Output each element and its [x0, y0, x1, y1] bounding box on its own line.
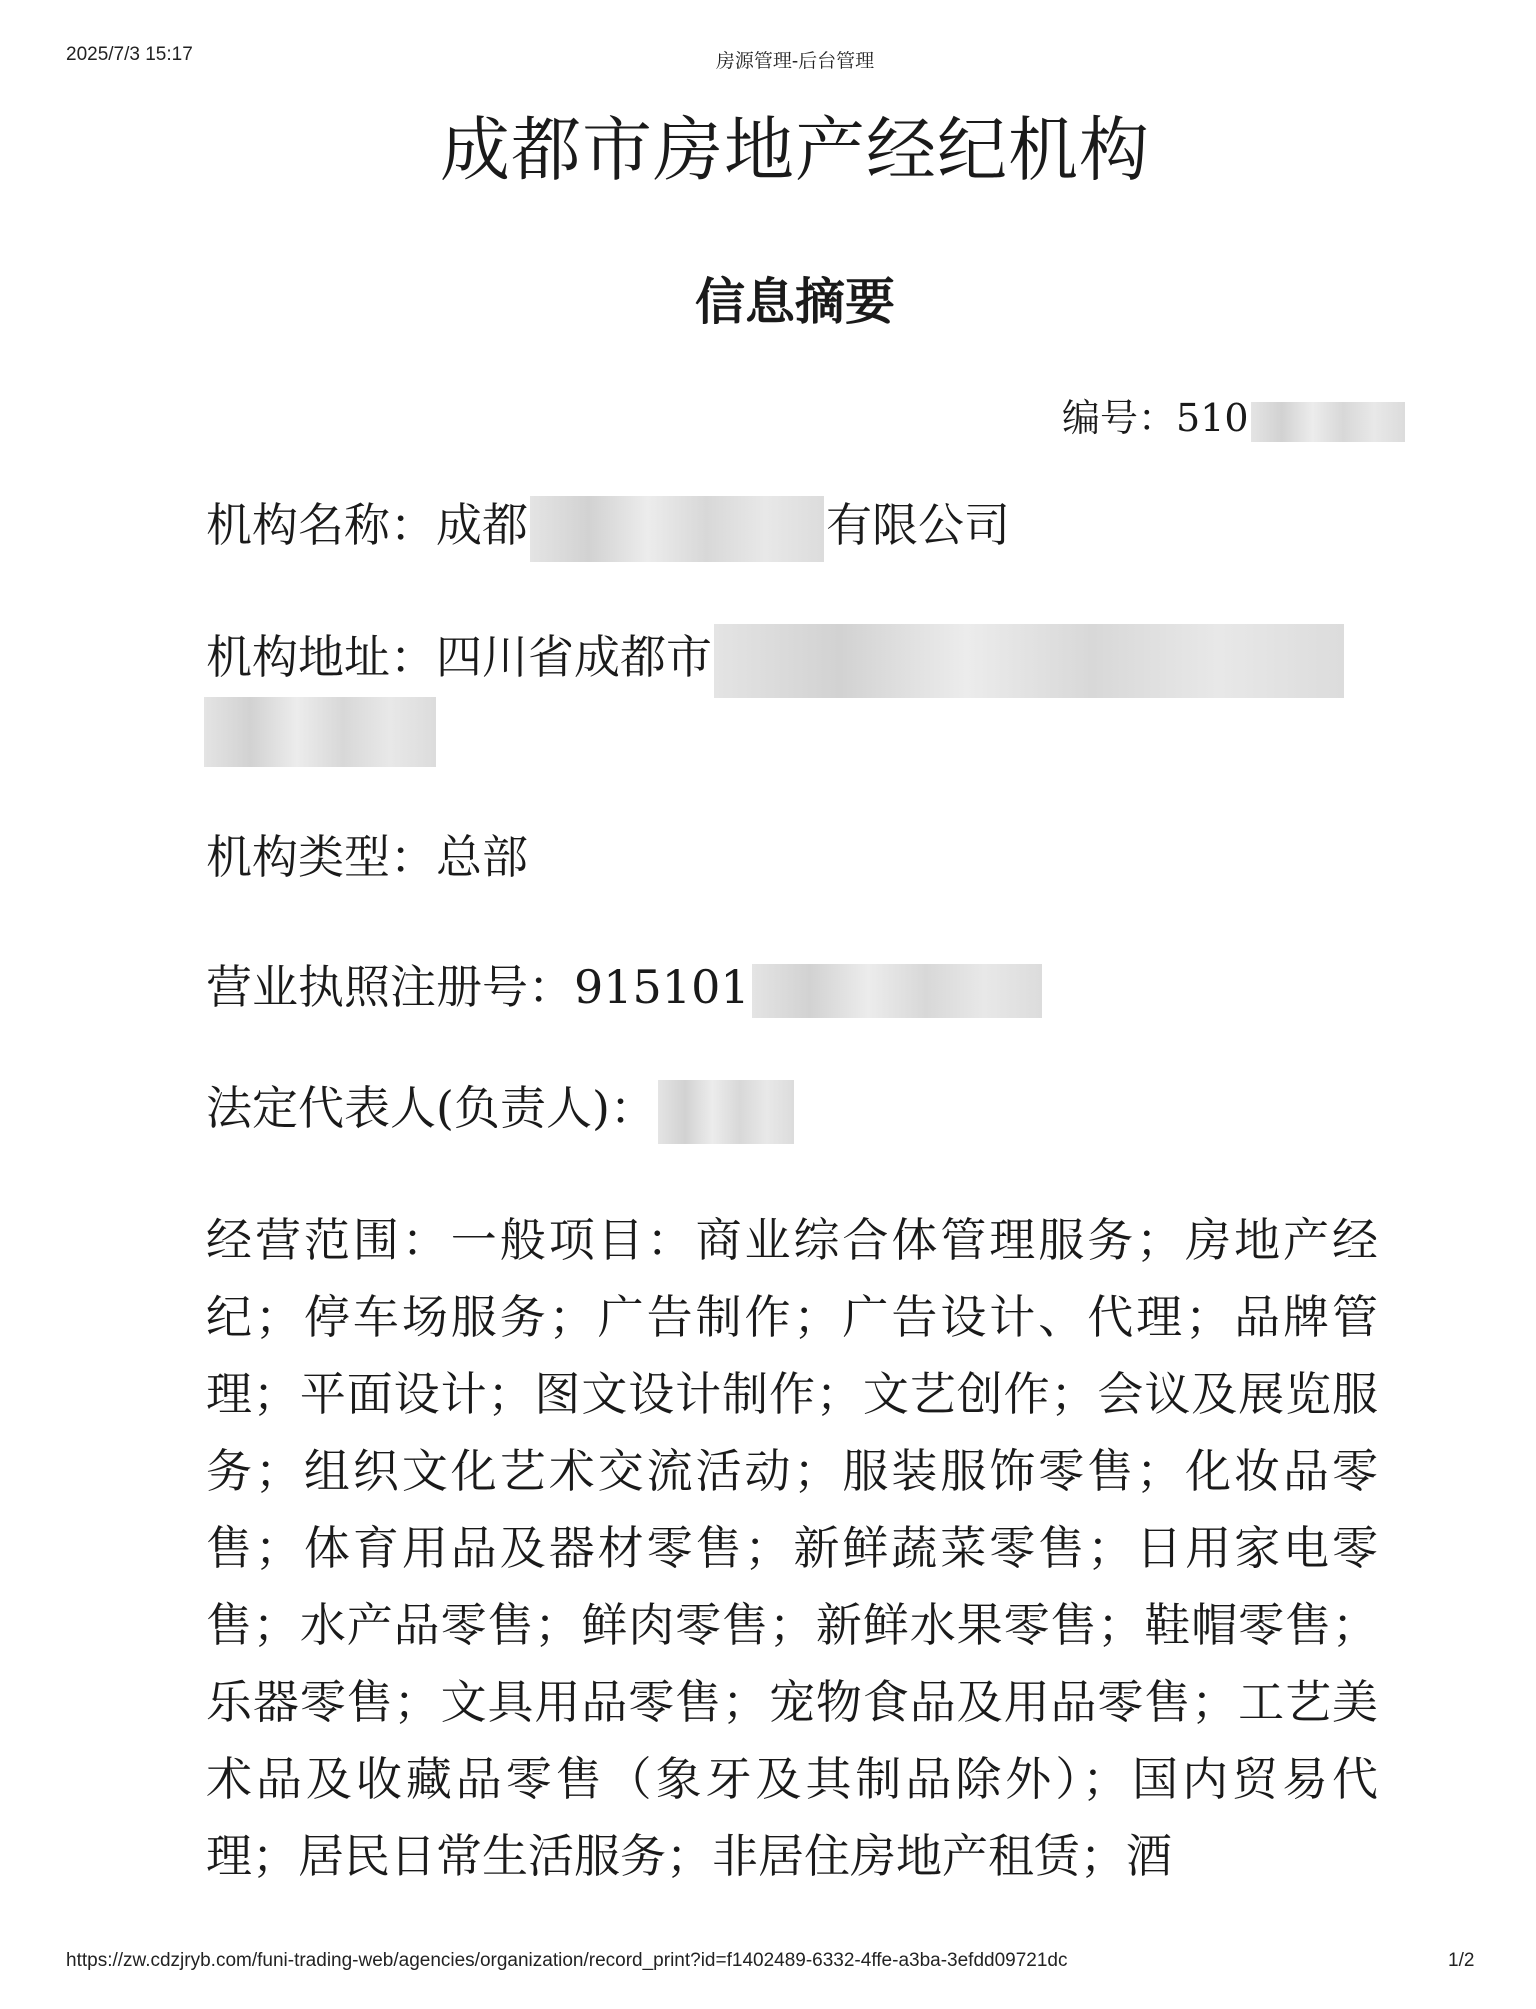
agency-name-suffix: 有限公司 [826, 498, 1010, 552]
field-agency-name [206, 496, 1010, 562]
field-legal-representative [206, 1080, 794, 1144]
agency-address-prefix: 四川省成都市 [436, 630, 712, 684]
record-number-label: 编号： [1062, 396, 1177, 440]
license-number-value: 915101 [574, 960, 750, 1014]
document-title: 成都市房地产经纪机构 [440, 109, 1150, 191]
agency-name-label: 机构名称： [206, 498, 436, 552]
redacted-block [752, 964, 1042, 1018]
print-url: https://zw.cdzjryb.com/funi-trading-web/agencies/organization/record_print?id=f1402489-6332-4ffe-a3ba-3efdd09721dc [66, 1950, 1068, 1971]
record-number-value: 510 [1176, 396, 1249, 440]
field-agency-type [206, 830, 528, 885]
business-scope: 经营范围：一般项目：商业综合体管理服务；房地产经纪；停车场服务；广告制作；广告设计、代理；品牌管理；平面设计；图文设计制作；文艺创作；会议及展览服务；组织文化艺术交流活动；服装服饰零售；化妆品零售；体育用品及器材零售；新鲜蔬菜零售；日用家电零售；水产品零售；鲜肉零售；新鲜水果零售；鞋帽零售；乐器零售；文具用品零售；宠物食品及用品零售；工艺美术品及收藏品零售（象牙及其制品除外）；国内贸易代理；居民日常生活服务；非居住房地产租赁；酒 [206, 1213, 1378, 1883]
agency-address-label: 机构地址： [206, 630, 436, 684]
redacted-block [1251, 402, 1405, 442]
legal-representative-label: 法定代表人(负责人)： [206, 1081, 656, 1135]
redacted-block [204, 697, 436, 767]
field-license-number [206, 960, 1042, 1018]
agency-type-label: 机构类型： [206, 830, 436, 884]
agency-type-value: 总部 [436, 830, 528, 884]
field-agency-address [206, 624, 1344, 698]
license-number-label: 营业执照注册号： [206, 960, 574, 1014]
redacted-block [714, 624, 1344, 698]
print-date: 2025/7/3 15:17 [66, 44, 193, 65]
redacted-block [530, 496, 824, 562]
record-number [1062, 396, 1405, 442]
agency-name-prefix: 成都 [436, 498, 528, 552]
document-subtitle: 信息摘要 [695, 272, 895, 331]
redacted-block [658, 1080, 794, 1144]
agency-address-continuation [204, 697, 436, 767]
page-indicator: 1/2 [1448, 1950, 1475, 1971]
print-page-title: 房源管理-后台管理 [715, 51, 875, 72]
